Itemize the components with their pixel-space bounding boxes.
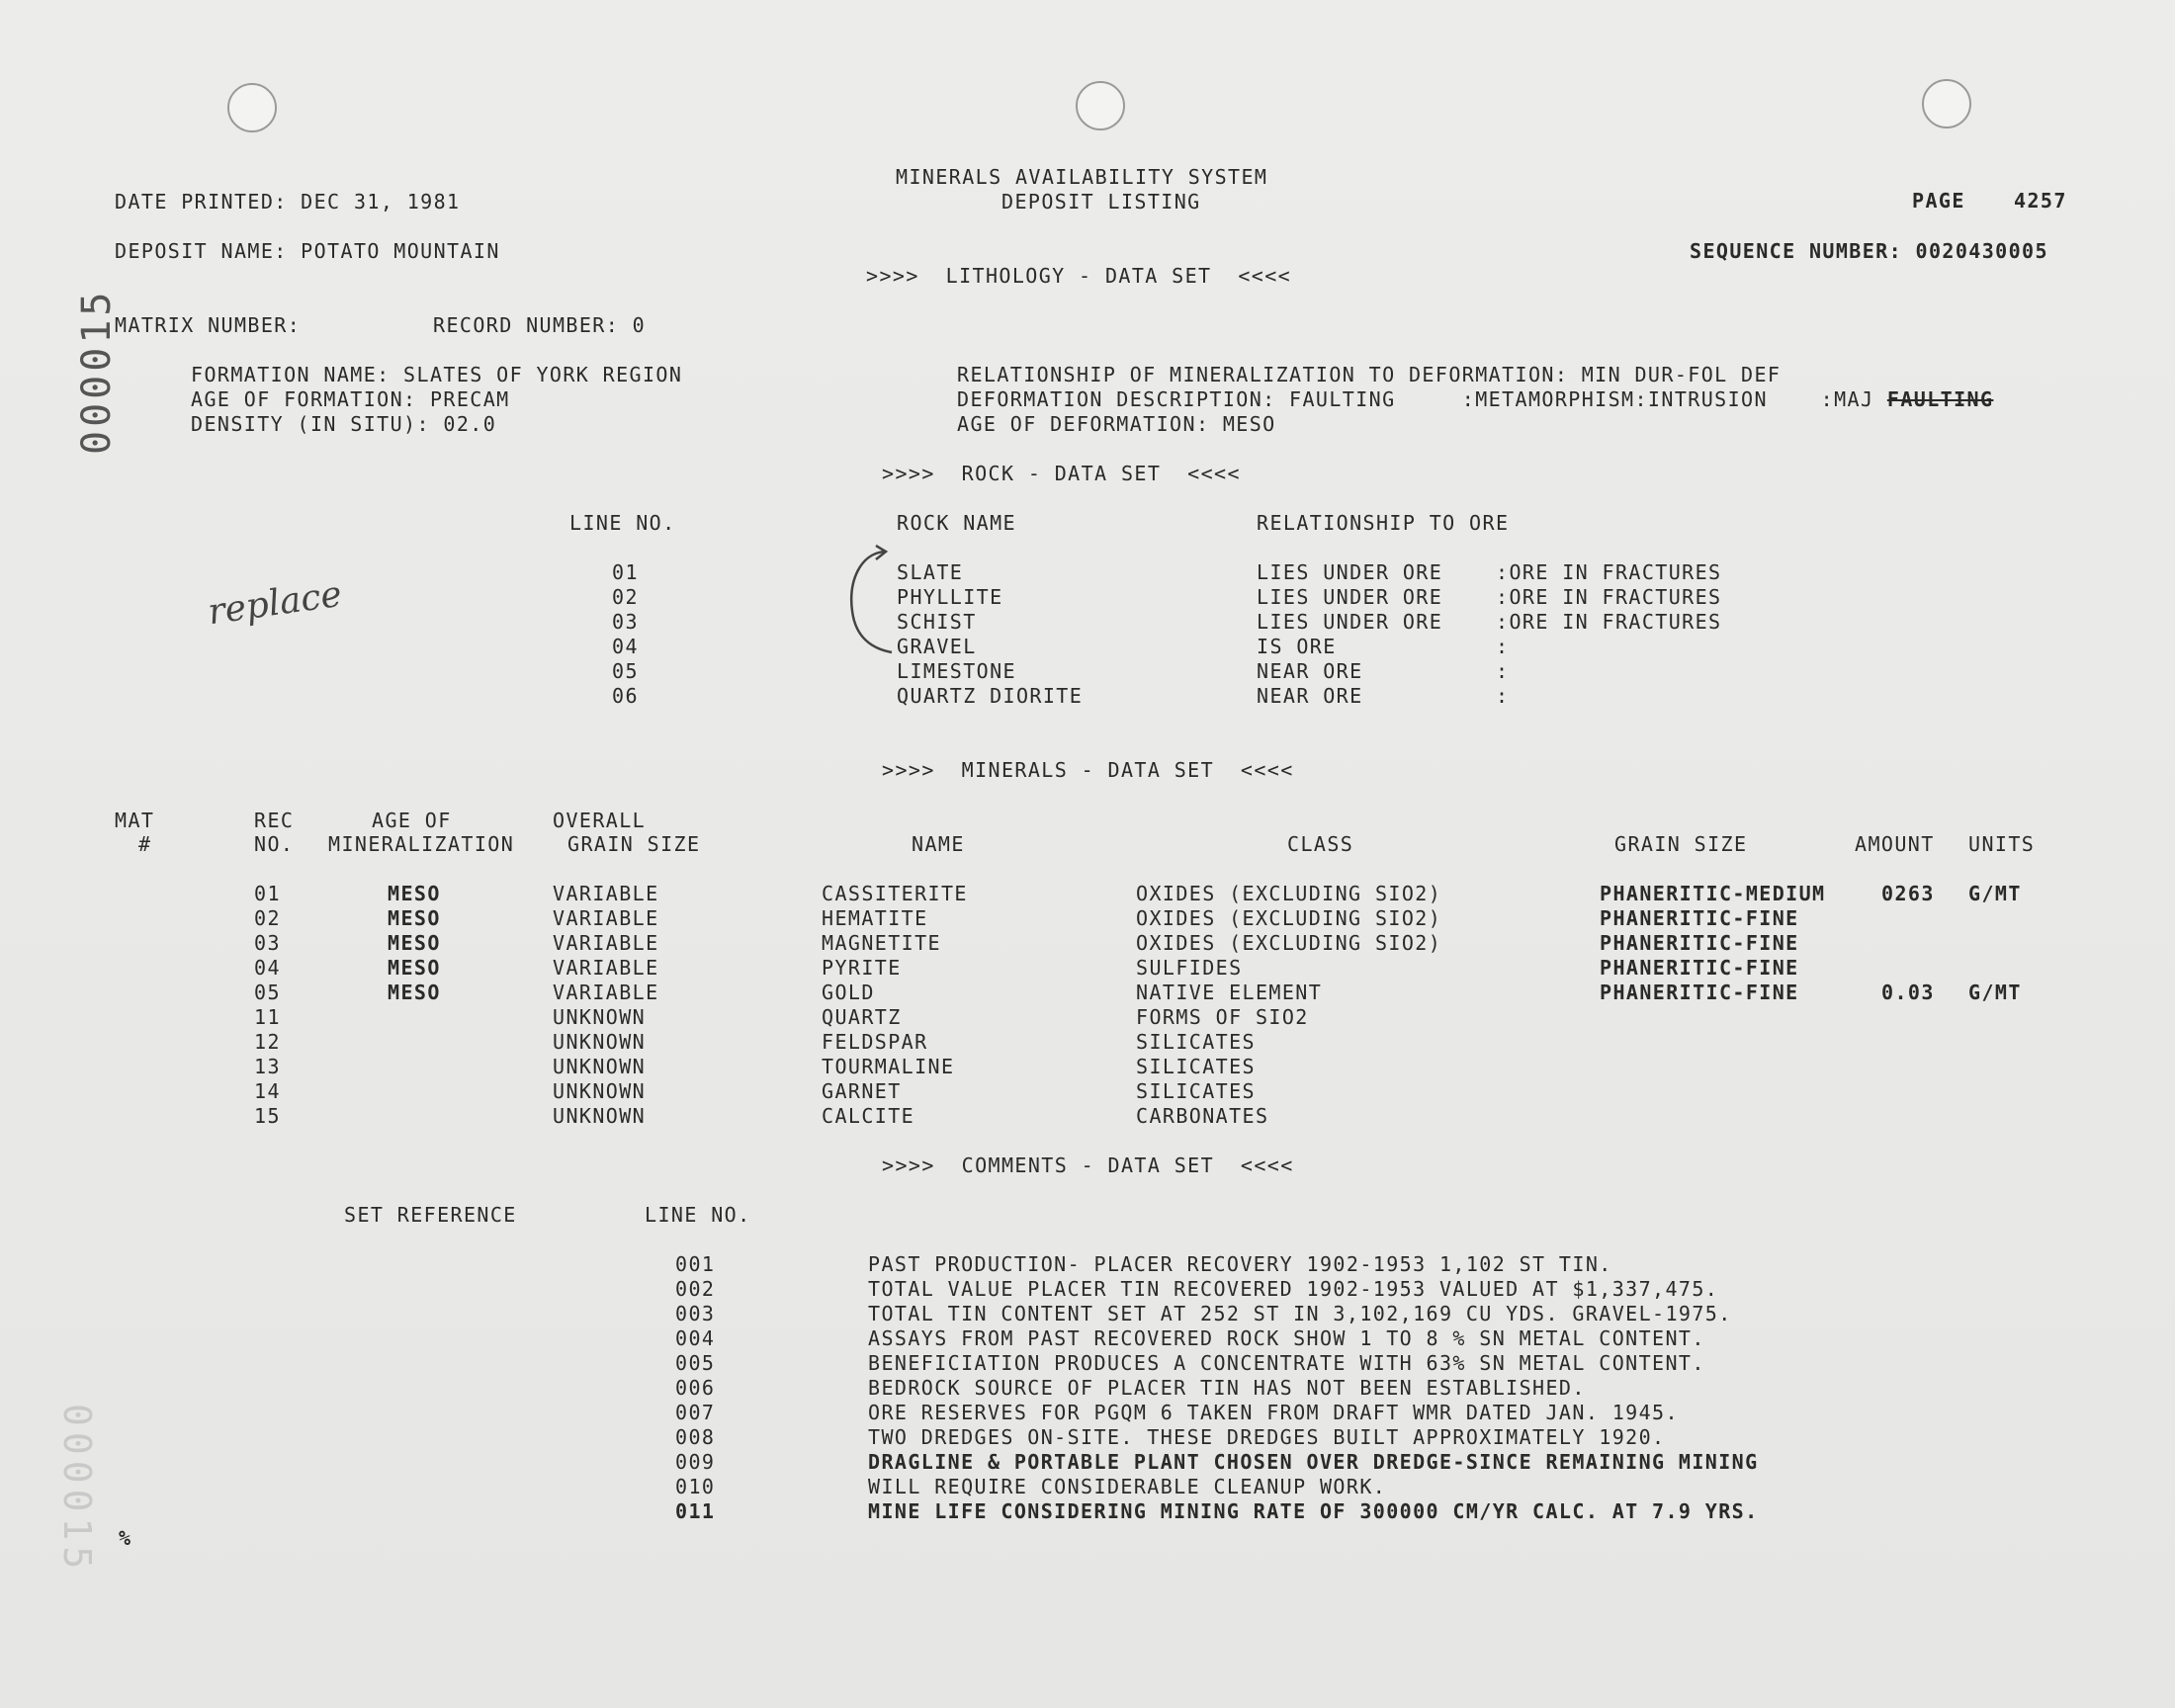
rock-col-rock-name: ROCK NAME — [897, 511, 1016, 535]
mineral-overall: VARIABLE — [553, 981, 659, 1004]
comment-line: 005 — [675, 1351, 716, 1375]
footer-mark: % — [119, 1526, 132, 1550]
comment-line: 006 — [675, 1376, 716, 1400]
age-of-deformation: AGE OF DEFORMATION: MESO — [957, 412, 1276, 436]
punch-hole-center — [1076, 81, 1125, 130]
rock-col-line-no: LINE NO. — [569, 511, 676, 535]
formation-name: FORMATION NAME: SLATES OF YORK REGION — [191, 363, 683, 386]
date-printed: DATE PRINTED: DEC 31, 1981 — [115, 190, 461, 214]
mineral-units: G/MT — [1968, 882, 2022, 905]
rock-line: 01 — [612, 560, 639, 584]
age-of-formation: AGE OF FORMATION: PRECAM — [191, 387, 510, 411]
mineral-overall: VARIABLE — [553, 882, 659, 905]
stamp-number: 000015 — [74, 288, 120, 455]
mineral-col-overall: OVERALL — [553, 809, 647, 832]
rock-extra: : — [1496, 659, 1510, 683]
comment-text: BEDROCK SOURCE OF PLACER TIN HAS NOT BEEN ESTABLISHED. — [868, 1376, 1586, 1400]
rock-extra: :ORE IN FRACTURES — [1496, 585, 1722, 609]
comment-text: BENEFICIATION PRODUCES A CONCENTRATE WITH 63% SN METAL CONTENT. — [868, 1351, 1705, 1375]
mineral-class: SILICATES — [1136, 1079, 1256, 1103]
system-title: MINERALS AVAILABILITY SYSTEM — [896, 165, 1268, 189]
mineral-col-age-2: MINERALIZATION — [328, 832, 515, 856]
mineral-class: CARBONATES — [1136, 1104, 1269, 1128]
mineral-overall: VARIABLE — [553, 956, 659, 980]
rock-relationship: LIES UNDER ORE — [1257, 610, 1443, 634]
comment-text: TOTAL VALUE PLACER TIN RECOVERED 1902-1953 VALUED AT $1,337,475. — [868, 1277, 1719, 1301]
comment-line: 009 — [675, 1450, 716, 1474]
page-label: PAGE — [1912, 189, 1965, 213]
comment-line: 011 — [675, 1499, 716, 1523]
mineral-overall: VARIABLE — [553, 906, 659, 930]
comment-text: ORE RESERVES FOR PGQM 6 TAKEN FROM DRAFT WMR DATED JAN. 1945. — [868, 1401, 1679, 1424]
mineral-rec: 13 — [254, 1055, 281, 1078]
mineral-grain: PHANERITIC-FINE — [1600, 981, 1799, 1004]
rock-relationship: LIES UNDER ORE — [1257, 585, 1443, 609]
rock-name: GRAVEL — [897, 635, 977, 658]
mineral-overall: UNKNOWN — [553, 1005, 647, 1029]
rock-col-relationship: RELATIONSHIP TO ORE — [1257, 511, 1510, 535]
mineral-class: SULFIDES — [1136, 956, 1243, 980]
comment-line: 007 — [675, 1401, 716, 1424]
mineral-grain: PHANERITIC-FINE — [1600, 931, 1799, 955]
lithology-heading: >>>> LITHOLOGY - DATA SET <<<< — [866, 264, 1292, 288]
comment-line: 001 — [675, 1252, 716, 1276]
mineral-rec: 11 — [254, 1005, 281, 1029]
mineral-col-units: UNITS — [1968, 832, 2036, 856]
mineralization-relationship: RELATIONSHIP OF MINERALIZATION TO DEFORMATION: MIN DUR-FOL DEF — [957, 363, 1782, 386]
mineral-age: MESO — [388, 956, 441, 980]
mineral-class: SILICATES — [1136, 1030, 1256, 1054]
comment-text: DRAGLINE & PORTABLE PLANT CHOSEN OVER DREDGE-SINCE REMAINING MINING — [868, 1450, 1759, 1474]
rock-relationship: LIES UNDER ORE — [1257, 560, 1443, 584]
comment-text: TOTAL TIN CONTENT SET AT 252 ST IN 3,102,169 CU YDS. GRAVEL-1975. — [868, 1302, 1732, 1325]
mineral-rec: 02 — [254, 906, 281, 930]
comment-text: WILL REQUIRE CONSIDERABLE CLEANUP WORK. — [868, 1475, 1387, 1498]
mineral-name: PYRITE — [822, 956, 902, 980]
mineral-grain: PHANERITIC-FINE — [1600, 956, 1799, 980]
comments-col-line-no: LINE NO. — [645, 1203, 751, 1227]
rock-line: 05 — [612, 659, 639, 683]
mineral-overall: UNKNOWN — [553, 1055, 647, 1078]
mineral-col-rec: REC — [254, 809, 295, 832]
mineral-amount: 0263 — [1881, 882, 1935, 905]
rock-name: QUARTZ DIORITE — [897, 684, 1084, 708]
mineral-col-age: AGE OF — [372, 809, 452, 832]
mineral-class: SILICATES — [1136, 1055, 1256, 1078]
mineral-rec: 01 — [254, 882, 281, 905]
mineral-rec: 04 — [254, 956, 281, 980]
mineral-name: CASSITERITE — [822, 882, 968, 905]
comment-text: MINE LIFE CONSIDERING MINING RATE OF 300000 CM/YR CALC. AT 7.9 YRS. — [868, 1499, 1759, 1523]
sequence-number: SEQUENCE NUMBER: 0020430005 — [1690, 239, 2048, 263]
mineral-name: MAGNETITE — [822, 931, 941, 955]
mineral-age: MESO — [388, 882, 441, 905]
deformation-struck: FAULTING — [1886, 387, 1994, 411]
rock-extra: : — [1496, 635, 1510, 658]
mineral-name: FELDSPAR — [822, 1030, 928, 1054]
rock-name: PHYLLITE — [897, 585, 1003, 609]
mineral-age: MESO — [388, 906, 441, 930]
rock-heading: >>>> ROCK - DATA SET <<<< — [882, 462, 1241, 485]
mineral-col-name: NAME — [912, 832, 965, 856]
mineral-col-grain: GRAIN SIZE — [1614, 832, 1748, 856]
mineral-name: CALCITE — [822, 1104, 915, 1128]
mineral-rec: 12 — [254, 1030, 281, 1054]
comment-line: 004 — [675, 1326, 716, 1350]
density: DENSITY (IN SITU): 02.0 — [191, 412, 497, 436]
mineral-class: FORMS OF SIO2 — [1136, 1005, 1309, 1029]
mineral-class: OXIDES (EXCLUDING SIO2) — [1136, 882, 1442, 905]
handwritten-bracket-icon — [840, 542, 900, 660]
rock-line: 02 — [612, 585, 639, 609]
mineral-col-class: CLASS — [1287, 832, 1354, 856]
comment-line: 003 — [675, 1302, 716, 1325]
deformation-text: DEFORMATION DESCRIPTION: FAULTING :METAMORPHISM:INTRUSION :MAJ — [957, 387, 1887, 411]
comment-line: 002 — [675, 1277, 716, 1301]
rock-relationship: IS ORE — [1257, 635, 1337, 658]
rock-name: SCHIST — [897, 610, 977, 634]
mineral-class: OXIDES (EXCLUDING SIO2) — [1136, 906, 1442, 930]
mineral-age: MESO — [388, 931, 441, 955]
mineral-grain: PHANERITIC-MEDIUM — [1600, 882, 1826, 905]
comments-heading: >>>> COMMENTS - DATA SET <<<< — [882, 1153, 1294, 1177]
mineral-name: HEMATITE — [822, 906, 928, 930]
rock-extra: :ORE IN FRACTURES — [1496, 610, 1722, 634]
rock-extra: : — [1496, 684, 1510, 708]
page-number: 4257 — [2014, 189, 2067, 213]
mineral-name: GOLD — [822, 981, 875, 1004]
punch-hole-right — [1922, 79, 1971, 128]
mineral-col-amount: AMOUNT — [1855, 832, 1935, 856]
rock-relationship: NEAR ORE — [1257, 684, 1363, 708]
comment-text: TWO DREDGES ON-SITE. THESE DREDGES BUILT APPROXIMATELY 1920. — [868, 1425, 1666, 1449]
mineral-class: NATIVE ELEMENT — [1136, 981, 1323, 1004]
deposit-name: DEPOSIT NAME: POTATO MOUNTAIN — [115, 239, 500, 263]
comment-line: 008 — [675, 1425, 716, 1449]
comments-col-set-reference: SET REFERENCE — [344, 1203, 517, 1227]
comment-line: 010 — [675, 1475, 716, 1498]
rock-relationship: NEAR ORE — [1257, 659, 1363, 683]
mineral-rec: 14 — [254, 1079, 281, 1103]
minerals-heading: >>>> MINERALS - DATA SET <<<< — [882, 758, 1294, 782]
mineral-amount: 0.03 — [1881, 981, 1935, 1004]
rock-name: LIMESTONE — [897, 659, 1016, 683]
mineral-overall: UNKNOWN — [553, 1030, 647, 1054]
matrix-number: MATRIX NUMBER: — [115, 313, 302, 337]
punch-hole-left — [227, 83, 277, 132]
rock-line: 04 — [612, 635, 639, 658]
mineral-grain: PHANERITIC-FINE — [1600, 906, 1799, 930]
mineral-class: OXIDES (EXCLUDING SIO2) — [1136, 931, 1442, 955]
rock-extra: :ORE IN FRACTURES — [1496, 560, 1722, 584]
mineral-name: QUARTZ — [822, 1005, 902, 1029]
mineral-overall: VARIABLE — [553, 931, 659, 955]
comment-text: ASSAYS FROM PAST RECOVERED ROCK SHOW 1 TO 8 % SN METAL CONTENT. — [868, 1326, 1705, 1350]
mineral-overall: UNKNOWN — [553, 1104, 647, 1128]
mineral-col-mat: MAT — [115, 809, 155, 832]
mineral-overall: UNKNOWN — [553, 1079, 647, 1103]
mineral-col-rec-2: NO. — [254, 832, 295, 856]
rock-line: 03 — [612, 610, 639, 634]
mineral-units: G/MT — [1968, 981, 2022, 1004]
rock-name: SLATE — [897, 560, 964, 584]
comment-text: PAST PRODUCTION- PLACER RECOVERY 1902-1953 1,102 ST TIN. — [868, 1252, 1612, 1276]
mineral-col-mat-2: # — [138, 832, 152, 856]
mineral-name: TOURMALINE — [822, 1055, 955, 1078]
mineral-name: GARNET — [822, 1079, 902, 1103]
mineral-col-overall-2: GRAIN SIZE — [567, 832, 701, 856]
mineral-rec: 15 — [254, 1104, 281, 1128]
mineral-age: MESO — [388, 981, 441, 1004]
deformation-description — [957, 387, 1993, 411]
mineral-rec: 05 — [254, 981, 281, 1004]
listing-title: DEPOSIT LISTING — [1001, 190, 1201, 214]
rock-line: 06 — [612, 684, 639, 708]
handwritten-note: replace — [205, 573, 345, 634]
record-number: RECORD NUMBER: 0 — [433, 313, 647, 337]
mineral-rec: 03 — [254, 931, 281, 955]
ghost-stamp-number: 000015 — [55, 1404, 99, 1576]
